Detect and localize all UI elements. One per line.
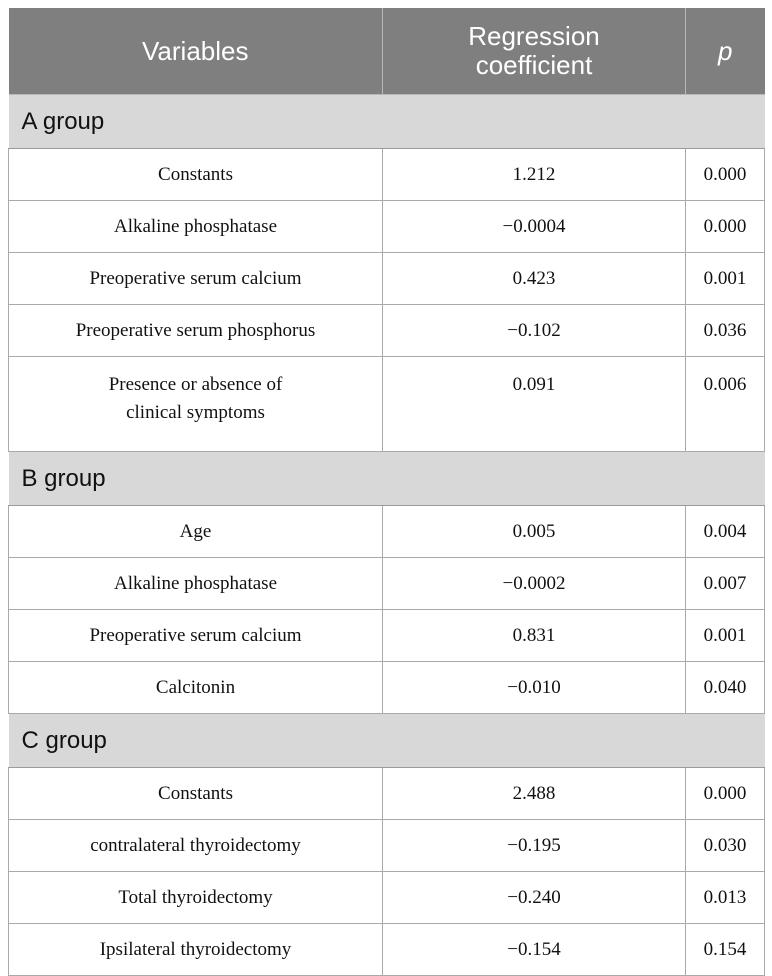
group-row-b [9,452,765,506]
table-row [9,149,765,201]
p-cell: 0.000 [686,201,765,253]
coefficient-cell: −0.102 [383,305,686,357]
variable-cell: Calcitonin [9,662,383,714]
variable-cell: Total thyroidectomy [9,872,383,924]
header-p: p [686,8,765,95]
p-cell: 0.030 [686,820,765,872]
variable-cell: Alkaline phosphatase [9,201,383,253]
table-row [9,357,765,452]
p-cell: 0.001 [686,253,765,305]
table-row [9,253,765,305]
table-row [9,924,765,976]
table-row [9,768,765,820]
header-regression-coefficient [383,8,686,95]
variable-cell: Constants [9,149,383,201]
table-row [9,872,765,924]
group-label: C group [9,714,765,768]
p-cell: 0.004 [686,506,765,558]
variable-cell: contralateral thyroidectomy [9,820,383,872]
p-cell: 0.000 [686,149,765,201]
header-variables: Variables [9,8,383,95]
variable-cell: Preoperative serum phosphorus [9,305,383,357]
table-row [9,305,765,357]
table-row [9,662,765,714]
coefficient-cell: 0.091 [383,357,686,452]
variable-cell [9,357,383,452]
variable-cell: Constants [9,768,383,820]
header-coef-line2: coefficient [475,50,593,80]
table-body [9,95,765,976]
p-cell: 0.007 [686,558,765,610]
regression-table [8,8,765,976]
variable-cell: Preoperative serum calcium [9,253,383,305]
coefficient-cell: 0.005 [383,506,686,558]
table-header [9,8,765,95]
table-row [9,201,765,253]
group-label: B group [9,452,765,506]
group-row-c [9,714,765,768]
table-row [9,506,765,558]
coefficient-cell: 0.423 [383,253,686,305]
coefficient-cell: −0.0002 [383,558,686,610]
table-row [9,820,765,872]
p-cell: 0.001 [686,610,765,662]
variable-cell: Preoperative serum calcium [9,610,383,662]
coefficient-cell: 2.488 [383,768,686,820]
table-row [9,558,765,610]
variable-cell: Ipsilateral thyroidectomy [9,924,383,976]
p-cell: 0.040 [686,662,765,714]
p-cell: 0.036 [686,305,765,357]
coefficient-cell: −0.010 [383,662,686,714]
group-label: A group [9,95,765,149]
table-row [9,610,765,662]
coefficient-cell: −0.195 [383,820,686,872]
coefficient-cell: −0.0004 [383,201,686,253]
variable-cell: Alkaline phosphatase [9,558,383,610]
coefficient-cell: −0.240 [383,872,686,924]
p-cell: 0.154 [686,924,765,976]
variable-cell: Age [9,506,383,558]
variable-line2: clinical symptoms [126,402,265,423]
coefficient-cell: 1.212 [383,149,686,201]
variable-line1: Presence or absence of [108,374,283,395]
coefficient-cell: 0.831 [383,610,686,662]
p-cell: 0.006 [686,357,765,452]
group-row-a [9,95,765,149]
coefficient-cell: −0.154 [383,924,686,976]
header-row [9,8,765,95]
p-cell: 0.000 [686,768,765,820]
header-coef-line1: Regression [468,21,600,51]
p-cell: 0.013 [686,872,765,924]
